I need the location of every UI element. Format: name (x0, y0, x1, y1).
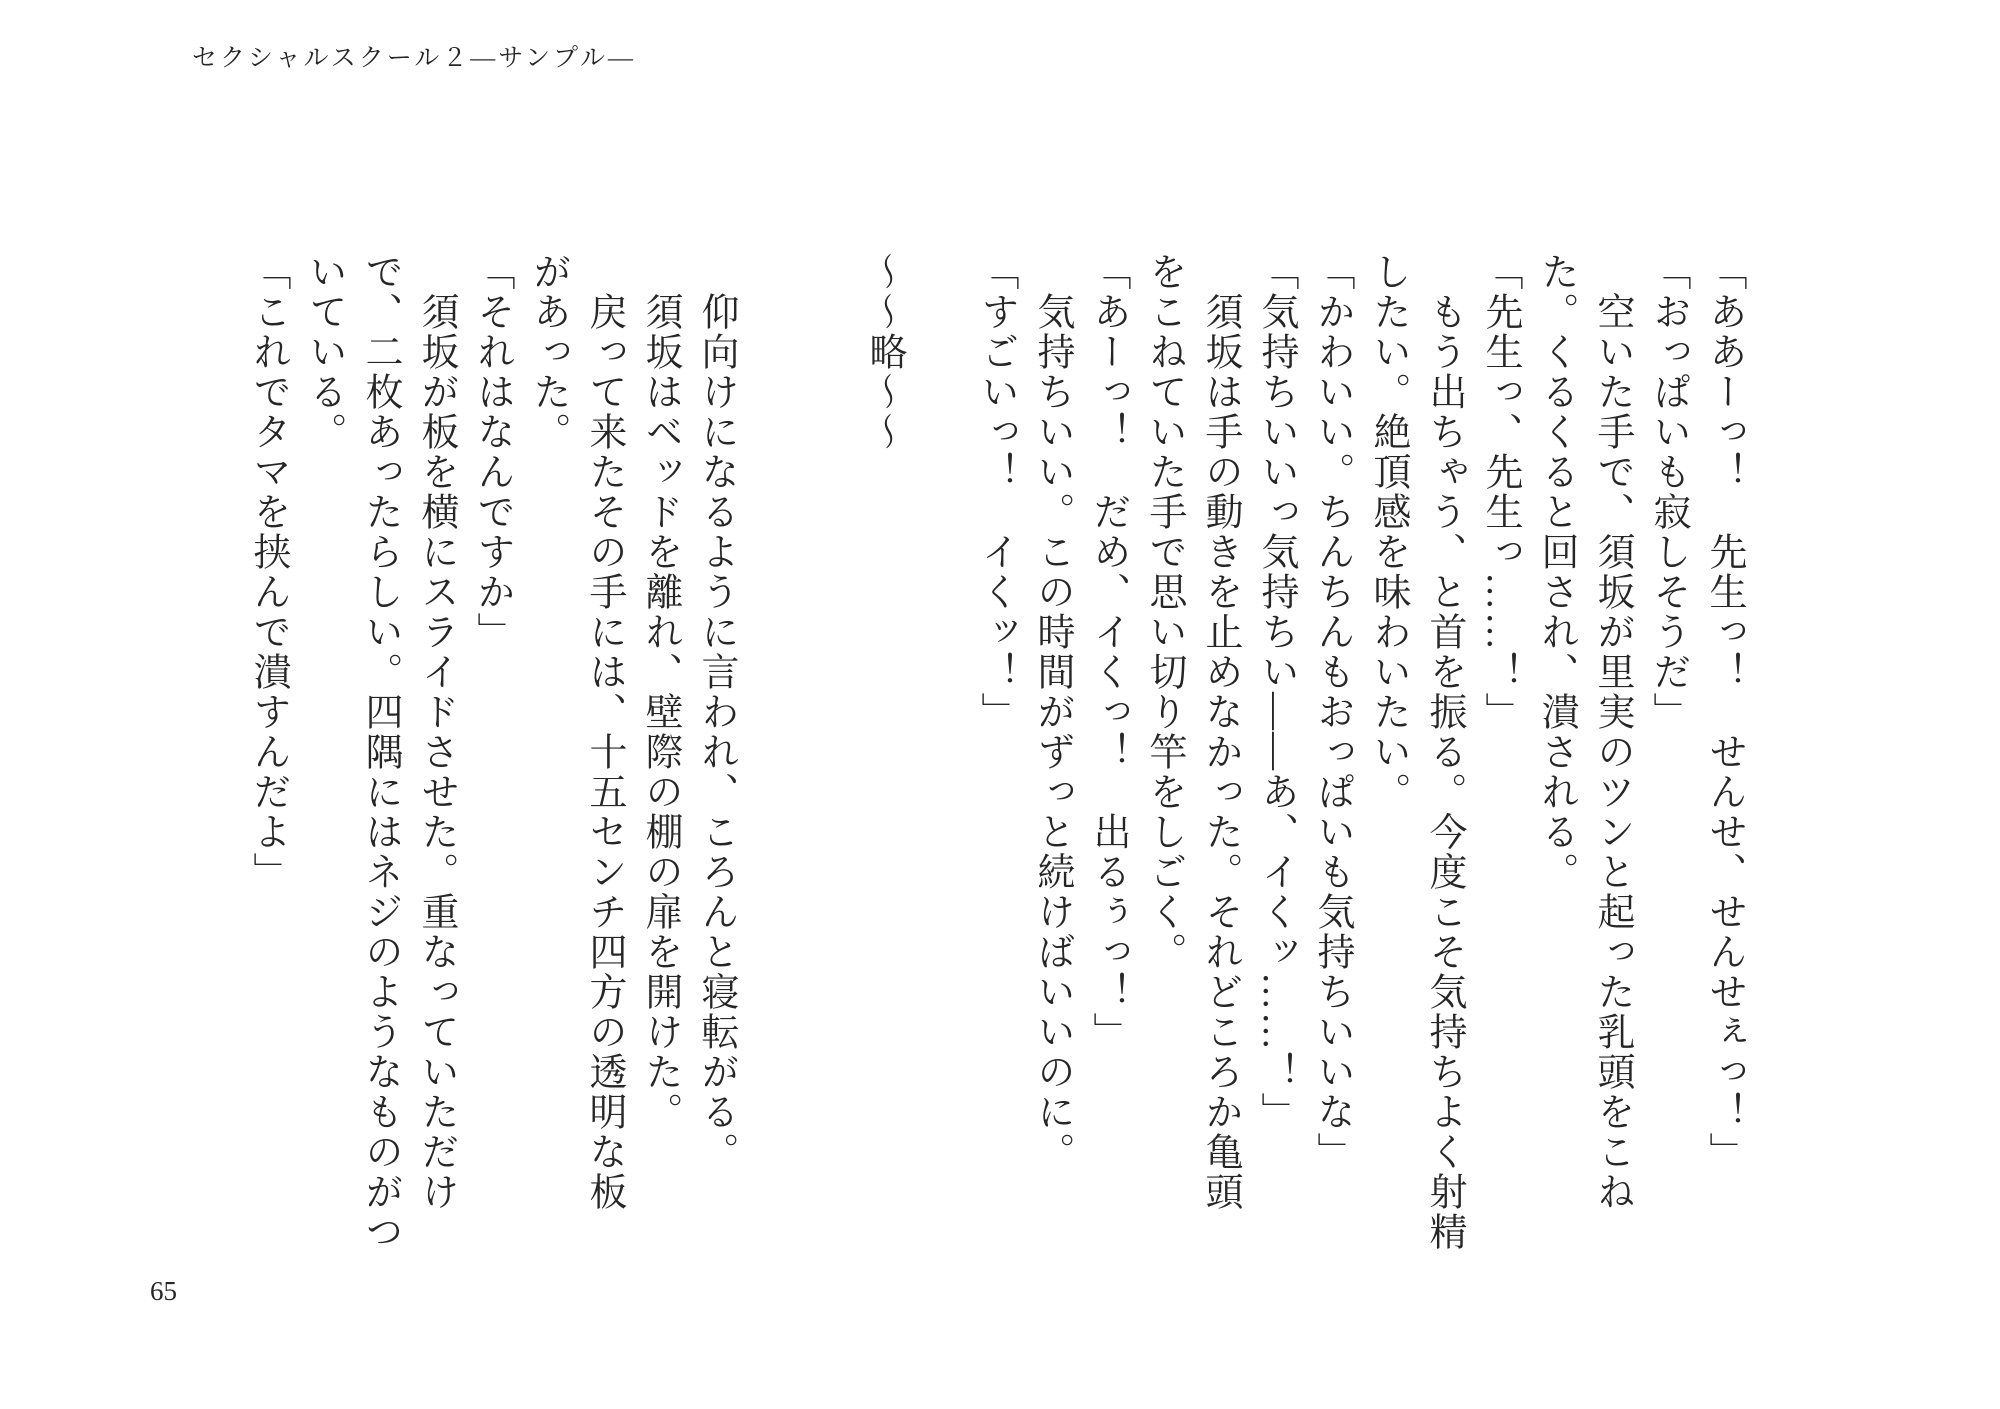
text-column-25: で、二枚あったらしい。四隅にはネジのようなものがつ (359, 252, 401, 1252)
text-column-4: た。くるくると回され、潰される。 (1535, 252, 1577, 892)
text-column-10: 須坂は手の動きを止めなかった。それどころか亀頭 (1199, 252, 1241, 1212)
text-column-26: いている。 (303, 252, 345, 452)
text-column-20: 須坂はベッドを離れ、壁際の棚の扉を開けた。 (639, 252, 681, 1132)
text-column-7: したい。絶頂感を味わいたい。 (1367, 252, 1409, 812)
text-column-5: 「先生っ、先生っ……！」 (1479, 252, 1521, 732)
text-column-19: 仰向けになるように言われ、ころんと寝転がる。 (695, 252, 737, 1172)
text-column-9: 「気持ちいいっ気持ちい――あ、イくッ……！」 (1255, 252, 1297, 1132)
text-column-1: 「ああーっ！ 先生っ！ せんせ、せんせぇっ！」 (1703, 252, 1745, 1172)
text-column-27: 「これでタマを挟んで潰すんだよ」 (247, 252, 289, 892)
text-column-24: 須坂が板を横にスライドさせた。重なっていただけ (415, 252, 457, 1212)
text-column-16: ～～略～～ (863, 252, 905, 452)
text-column-3: 空いた手で、須坂が里実のツンと起った乳頭をこね (1591, 252, 1633, 1212)
text-column-23: 「それはなんですか」 (471, 252, 513, 652)
text-column-11: をこねていた手で思い切り竿をしごく。 (1143, 252, 1185, 972)
page-number: 65 (150, 1276, 177, 1306)
text-column-12: 「あーっ！ だめ、イくっ！ 出るぅっ！」 (1087, 252, 1129, 1052)
text-column-22: があった。 (527, 252, 569, 452)
page-header-title: セクシャルスクール２―サンプル― (192, 45, 637, 72)
text-column-15 (912, 252, 968, 1264)
text-column-13: 気持ちいい。この時間がずっと続けばいいのに。 (1031, 252, 1073, 1172)
vertical-text-block (240, 252, 1752, 1272)
text-column-18 (744, 252, 800, 1264)
text-column-6: もう出ちゃう、と首を振る。今度こそ気持ちよく射精 (1423, 252, 1465, 1252)
text-column-21: 戻って来たその手には、十五センチ四方の透明な板 (583, 252, 625, 1212)
text-column-14: 「すごいっ！ イくッ！」 (975, 252, 1017, 732)
text-column-2: 「おっぱいも寂しそうだ」 (1647, 252, 1689, 732)
text-column-8: 「かわいい。ちんちんもおっぱいも気持ちいいな」 (1311, 252, 1353, 1172)
text-column-17 (800, 252, 856, 1264)
